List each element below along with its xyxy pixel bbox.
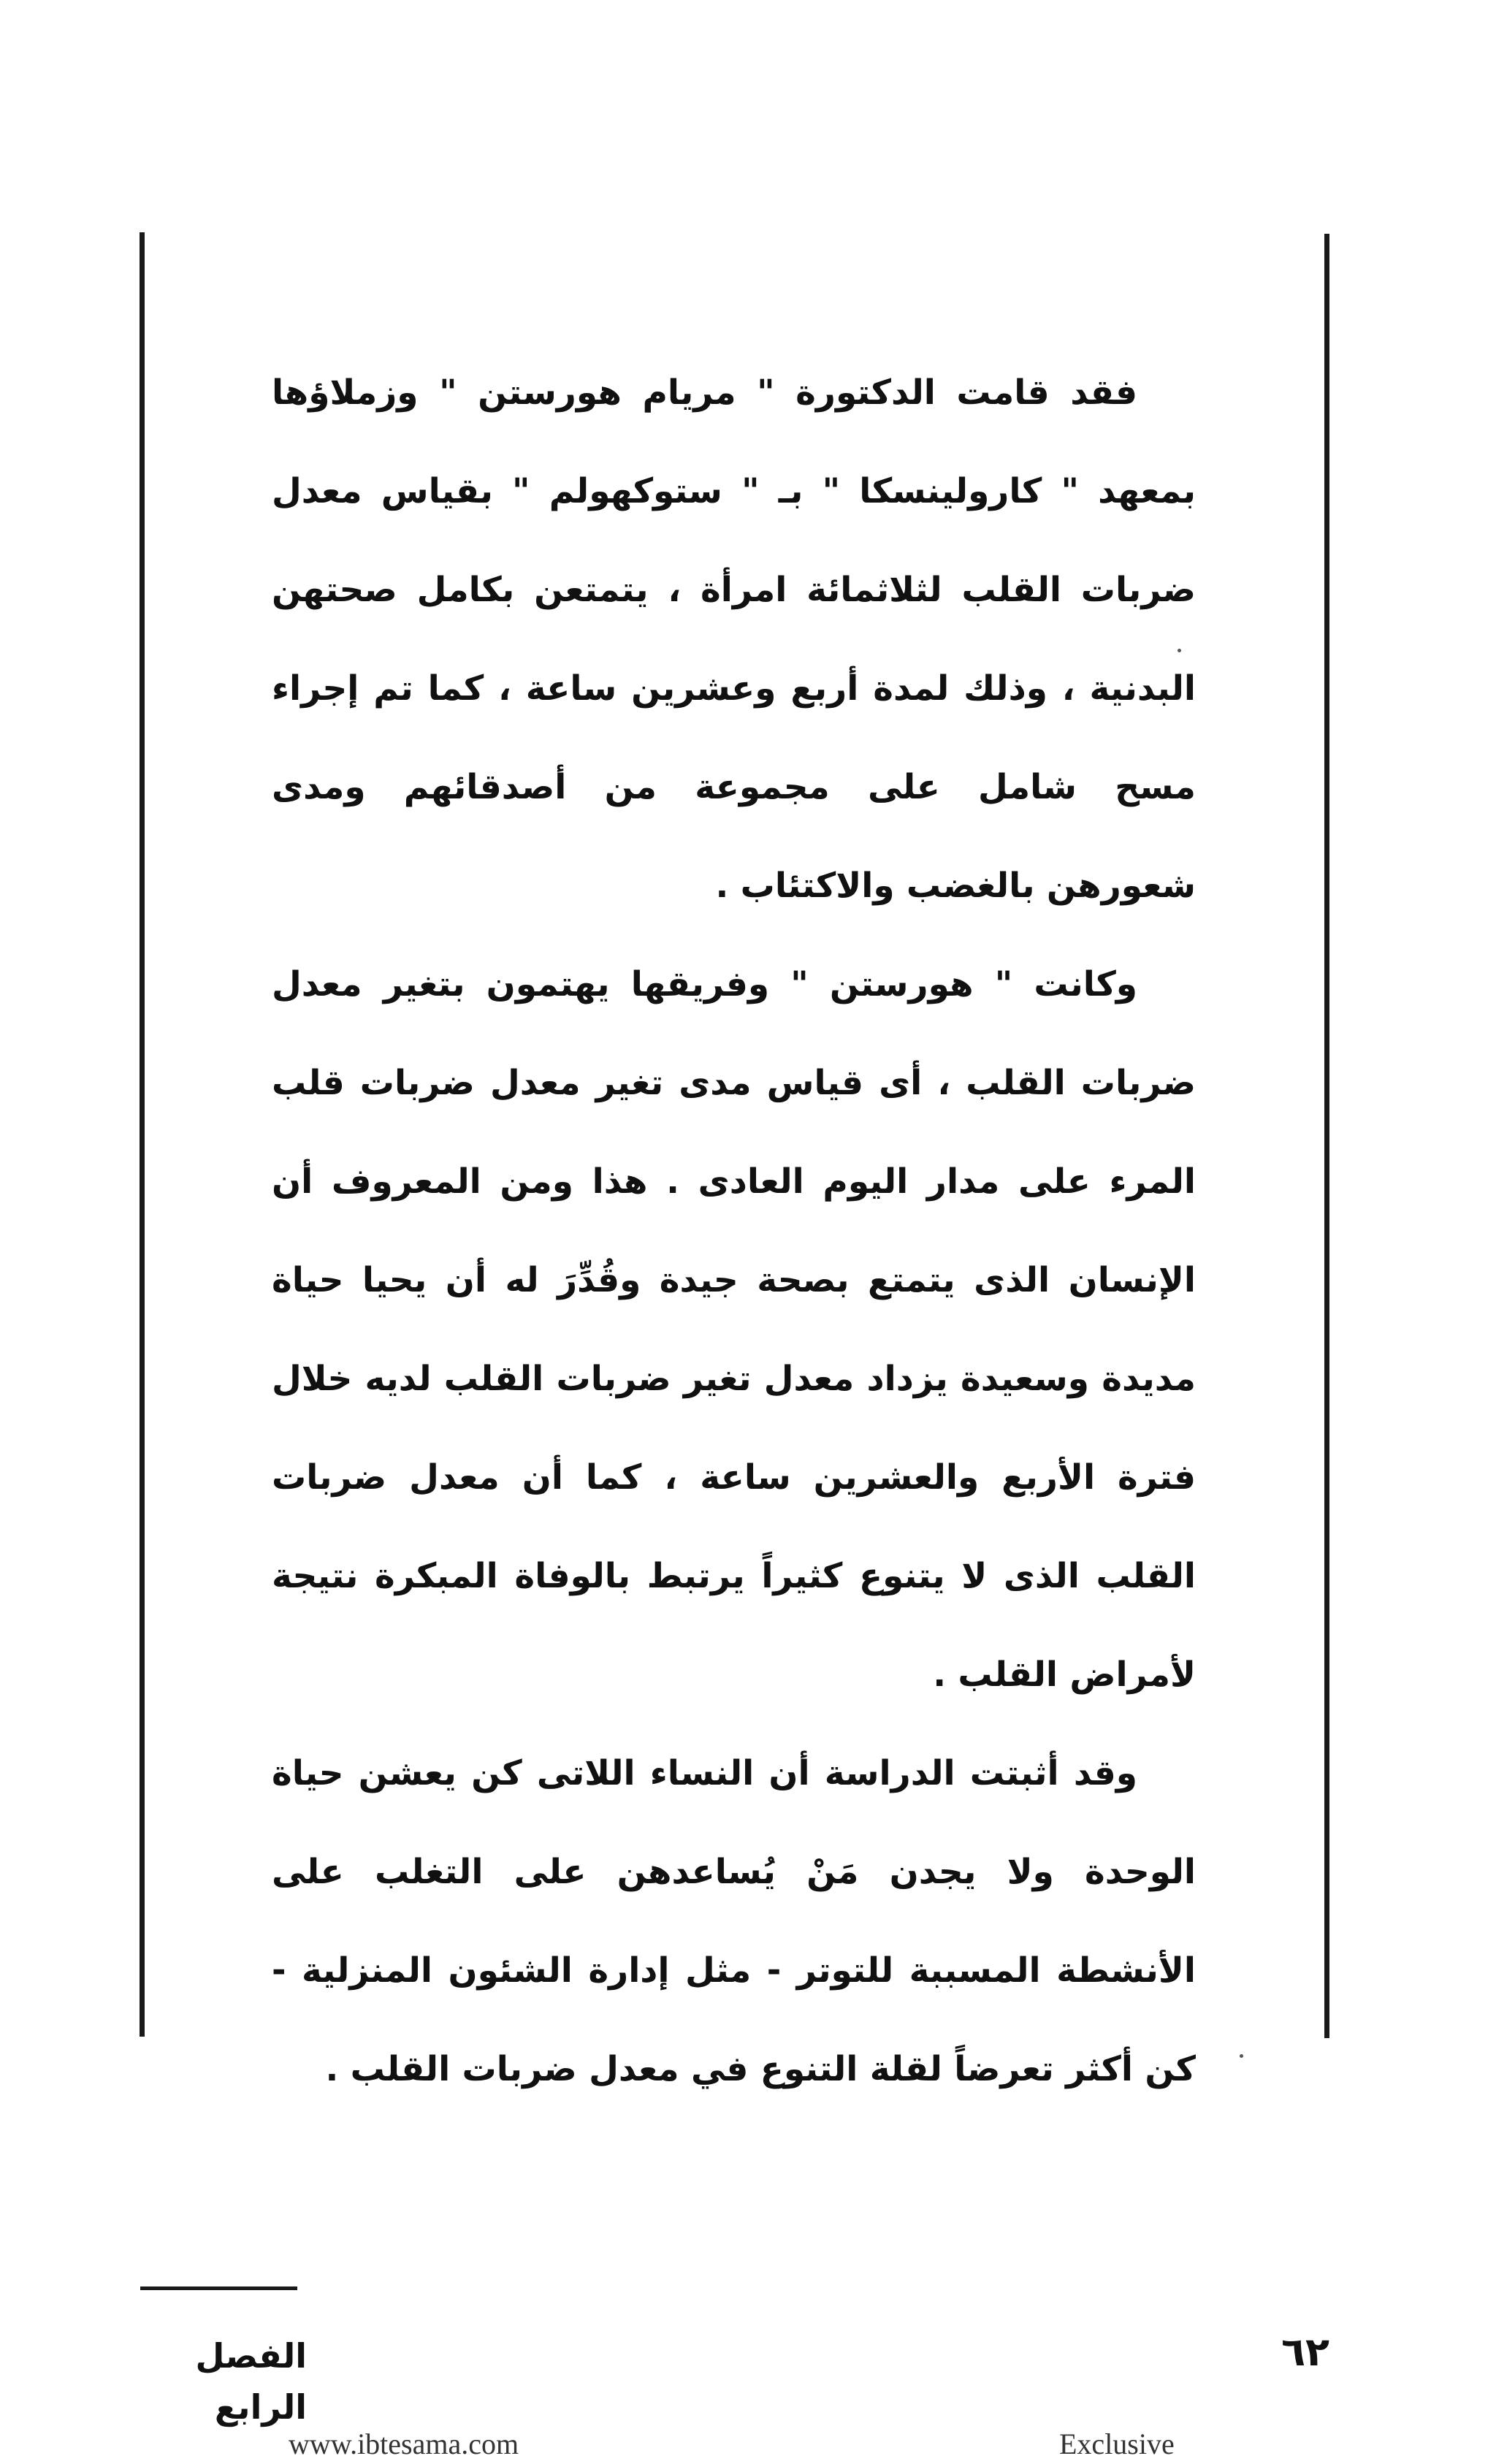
page-number: ٦٢: [1281, 2329, 1329, 2375]
watermark-label: Exclusive: [1059, 2427, 1175, 2460]
paragraph-1: فقد قامت الدكتورة " مريام هورستن " وزملاؤها بمعهد " كارولينسكا " بـ " ستوكهولم " بقياس معدل ضربات القلب لثلاثمائة امرأة ، يتمتعن بكامل صحتهن البدنية ، وذلك لمدة أربع وعشرين ساعة ، كما تم إجراء مسح شامل على مجموعة من أصدقائهم ومدى شعورهن بالغضب والاكتئاب .: [272, 373, 1196, 906]
scan-speck: [1240, 2054, 1243, 2058]
body-text: [272, 343, 1196, 2089]
scan-speck: [1178, 649, 1181, 652]
paragraph-3: وقد أثبتت الدراسة أن النساء اللاتى كن يعشن حياة الوحدة ولا يجدن مَنْ يُساعدهن على التغلب على الأنشطة المسببة للتوتر - مثل إدارة الشئون المنزلية - كن أكثر تعرضاً لقلة التنوع في معدل ضربات القلب .: [272, 1753, 1196, 2089]
right-margin-rule: [1324, 234, 1329, 2038]
chapter-title: الفصل الرابع: [195, 2336, 307, 2427]
footer-rule: [140, 2286, 297, 2290]
watermark-site: www.ibtesama.com: [289, 2427, 519, 2460]
left-margin-rule: [140, 232, 145, 2037]
paragraph-2: وكانت " هورستن " وفريقها يهتمون بتغير معدل ضربات القلب ، أى قياس مدى تغير معدل ضربات قلب المرء على مدار اليوم العادى . هذا ومن المعروف أن الإنسان الذى يتمتع بصحة جيدة وقُدِّرَ له أن يحيا حياة مديدة وسعيدة يزداد معدل تغير ضربات القلب لديه خلال فترة الأربع والعشرين ساعة ، كما أن معدل ضربات القلب الذى لا يتنوع كثيراً يرتبط بالوفاة المبكرة نتيجة لأمراض القلب .: [272, 964, 1196, 1695]
